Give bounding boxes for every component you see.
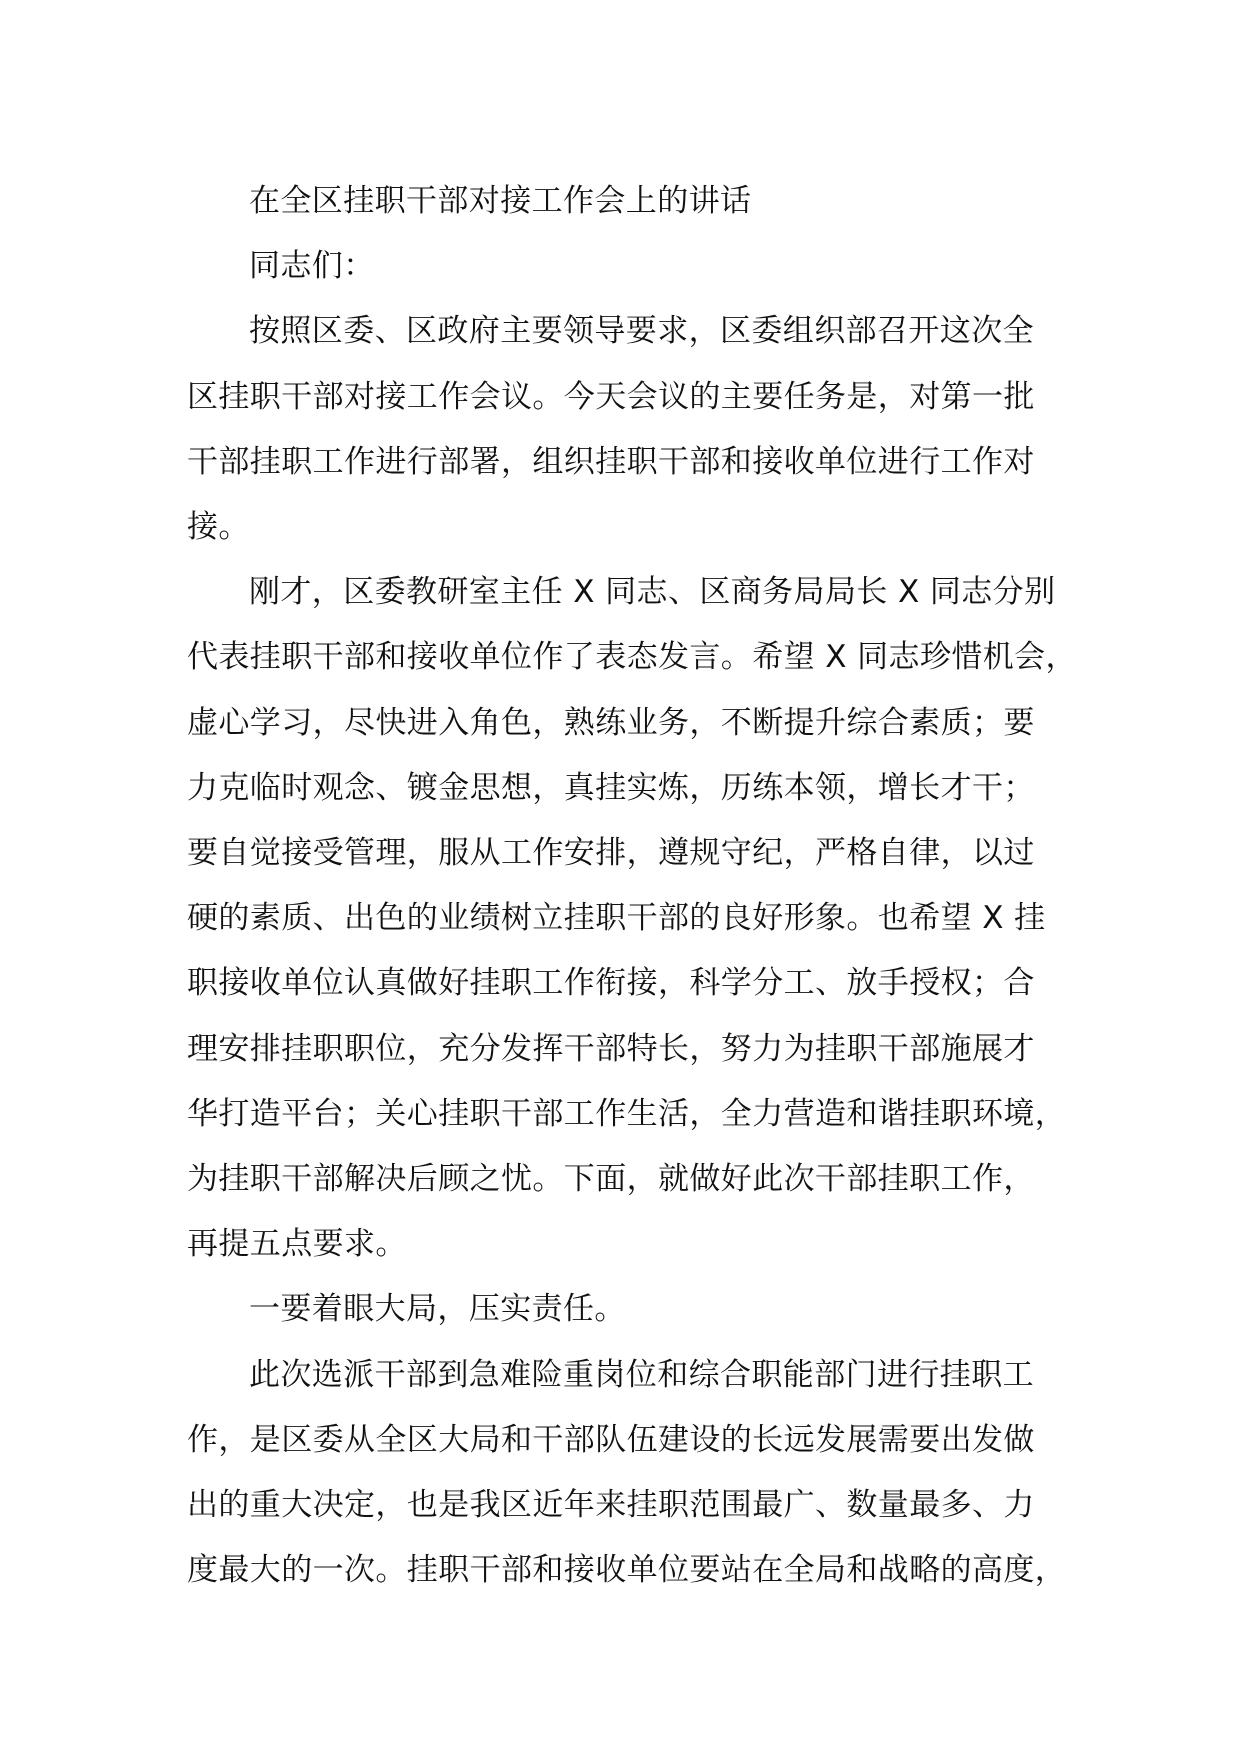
paragraph-2: [187, 560, 1077, 1277]
text-line: 硬的素质、出色的业绩树立挂职干部的良好形象。也希望 X 挂: [187, 900, 1046, 937]
text-line: 代表挂职干部和接收单位作了表态发言。希望 X 同志珍惜机会，: [187, 639, 1077, 676]
text-line: 力克临时观念、镀金思想，真挂实炼，历练本领，增长才干；: [187, 769, 1035, 806]
text-line: 华打造平台；关心挂职干部工作生活，全力营造和谐挂职环境，: [187, 1095, 1067, 1132]
paragraph-1: [187, 299, 1067, 560]
text-line: 同志们：: [249, 248, 375, 285]
text-line: 为挂职干部解决后顾之忧。下面，就做好此次干部挂职工作，: [187, 1161, 1035, 1198]
text-line: 区挂职干部对接工作会议。今天会议的主要任务是，对第一批: [187, 378, 1035, 415]
text-line: 作，是区委从全区大局和干部队伍建设的长远发展需要出发做: [187, 1421, 1035, 1458]
text-line: 按照区委、区政府主要领导要求，区委组织部召开这次全: [249, 313, 1034, 350]
salutation: [187, 234, 1067, 299]
text-line: 虚心学习，尽快进入角色，熟练业务，不断提升综合素质；要: [187, 704, 1035, 741]
text-line: 再提五点要求。: [187, 1226, 407, 1263]
text-line: 干部挂职工作进行部署，组织挂职干部和接收单位进行工作对: [187, 443, 1035, 480]
text-line: 出的重大决定，也是我区近年来挂职范围最广、数量最多、力: [187, 1487, 1035, 1524]
text-line: 此次选派干部到急难险重岗位和综合职能部门进行挂职工: [249, 1356, 1034, 1393]
document-body: [187, 169, 1077, 1603]
text-line: 度最大的一次。挂职干部和接收单位要站在全局和战略的高度，: [187, 1552, 1067, 1589]
text-line: 一要着眼大局，压实责任。: [249, 1291, 626, 1328]
text-line: 在全区挂职干部对接工作会上的讲话: [249, 183, 752, 219]
text-line: 职接收单位认真做好挂职工作衔接，科学分工、放手授权；合: [187, 965, 1035, 1002]
paragraph-3: [187, 1343, 1067, 1604]
text-line: 刚才，区委教研室主任 X 同志、区商务局局长 X 同志分别: [249, 574, 1056, 611]
text-line: 接。: [187, 509, 250, 546]
text-line: 理安排挂职职位，充分发挥干部特长，努力为挂职干部施展才: [187, 1030, 1035, 1067]
section-heading-1: [187, 1277, 1067, 1342]
document-title: [187, 169, 1067, 234]
text-line: 要自觉接受管理，服从工作安排，遵规守纪，严格自律，以过: [187, 835, 1035, 872]
